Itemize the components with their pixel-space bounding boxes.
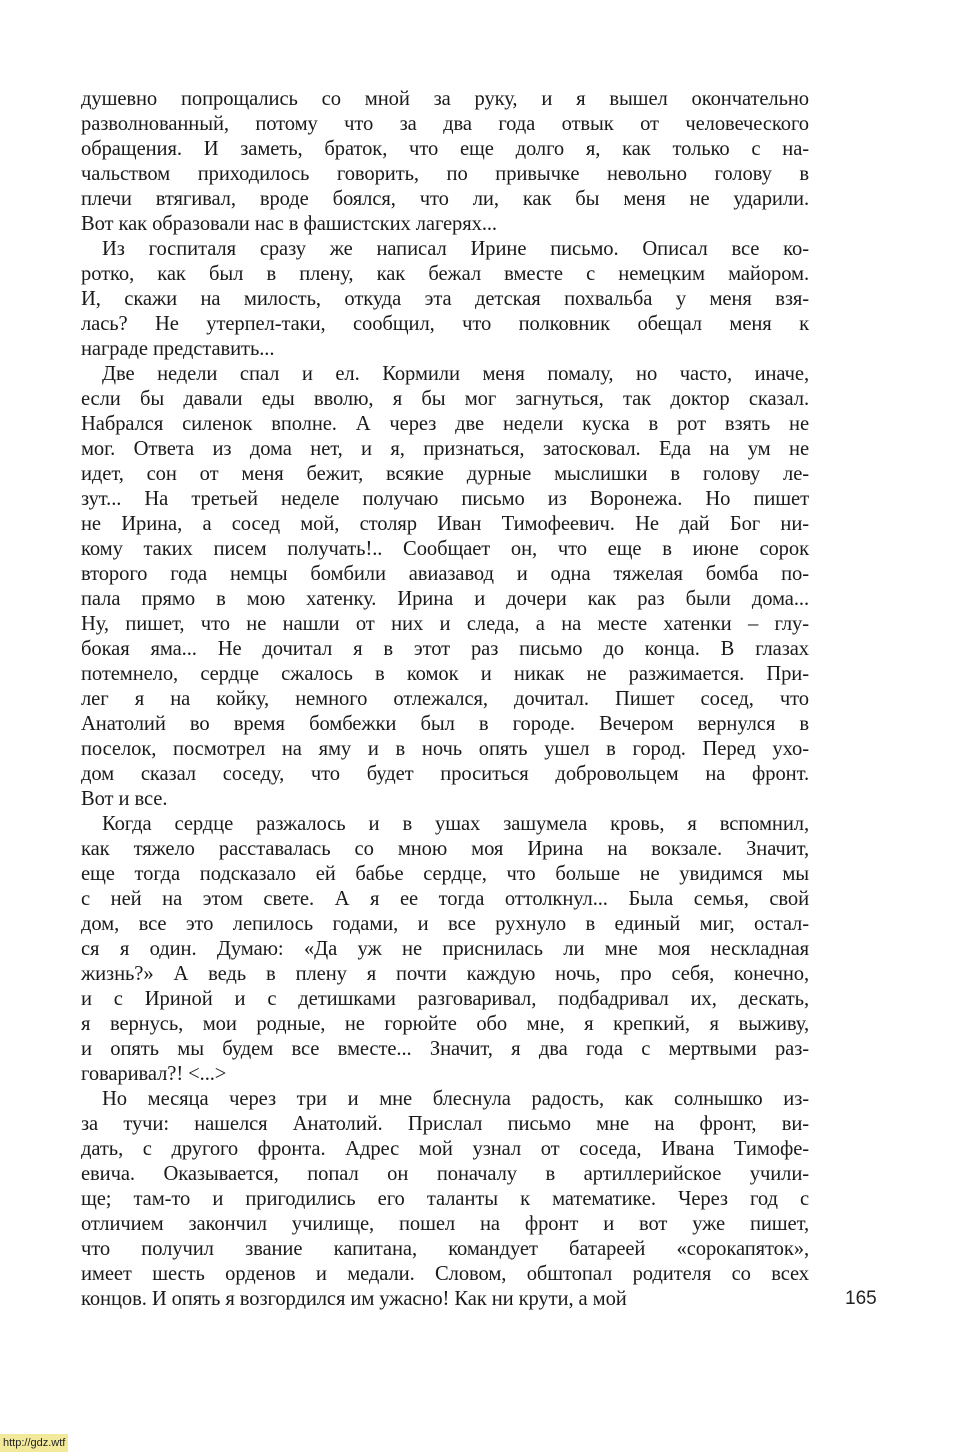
text-line: отличием закончил училище, пошел на фронт и вот уже пишет, <box>81 1213 809 1235</box>
text-line: мог. Ответа из дома нет, и я, признаться, затосковал. Еда на ум не <box>81 438 809 460</box>
text-line: лег я на койку, немного отлежался, дочитал. Пишет сосед, что <box>81 688 809 710</box>
text-line: что получил звание капитана, командует батареей «сорокапяток», <box>81 1238 809 1260</box>
text-line: Из госпиталя сразу же написал Ирине письмо. Описал все ко- <box>102 238 809 260</box>
page-number: 165 <box>845 1288 877 1309</box>
text-line: разволнованный, потому что за два года отвык от человеческого <box>81 113 809 135</box>
text-line: поселок, посмотрел на яму и в ночь опять ушел в город. Перед ухо- <box>81 738 809 760</box>
text-line: Ну, пишет, что не нашли от них и следа, а на месте хатенки – глу- <box>81 613 809 635</box>
text-line: если бы давали еды вволю, я бы мог загнуться, так доктор сказал. <box>81 388 809 410</box>
text-line: и с Ириной и с детишками разговаривал, подбадривал их, дескать, <box>81 988 809 1010</box>
paragraph <box>81 362 809 812</box>
watermark-link[interactable]: http://gdz.wtf <box>0 1434 68 1452</box>
text-line: пала прямо в мою хатенку. Ирина и дочери как раз были дома... <box>81 588 809 610</box>
text-line: жизнь?» А ведь в плену я почти каждую ночь, про себя, конечно, <box>81 963 809 985</box>
text-line: Две недели спал и ел. Кормили меня помалу, но часто, иначе, <box>102 363 809 385</box>
text-line: ротко, как был в плену, как бежал вместе с немецким майором. <box>81 263 809 285</box>
text-line: Но месяца через три и мне блеснула радость, как солнышко из- <box>102 1088 809 1110</box>
text-line: потемнело, сердце сжалось в комок и никак не разжимается. При- <box>81 663 809 685</box>
text-line: чальством приходилось говорить, по привычке невольно голову в <box>81 163 809 185</box>
text-line: не Ирина, а сосед мой, столяр Иван Тимофеевич. Не дай Бог ни- <box>81 513 809 535</box>
text-line: Вот и все. <box>81 788 168 810</box>
text-line: дом, все это лепилось годами, и все рухнуло в единый миг, остал- <box>81 913 809 935</box>
text-line: ся я один. Думаю: «Да уж не приснилась ли мне моя нескладная <box>81 938 809 960</box>
text-line: Вот как образовали нас в фашистских лагерях... <box>81 213 497 235</box>
text-line: зут... На третьей неделе получаю письмо из Воронежа. Но пишет <box>81 488 809 510</box>
text-line: Набрался силенок вполне. А через две недели куска в рот взять не <box>81 413 809 435</box>
text-line: кому таких писем получать!.. Сообщает он, что еще в июне сорок <box>81 538 809 560</box>
paragraph <box>81 1087 809 1312</box>
text-line: евича. Оказывается, попал он поначалу в артиллерийское учили- <box>81 1163 809 1185</box>
text-line: второго года немцы бомбили авиазавод и одна тяжелая бомба по- <box>81 563 809 585</box>
text-line: дом сказал соседу, что будет проситься добровольцем на фронт. <box>81 763 809 785</box>
text-line: Анатолий во время бомбежки был в городе. Вечером вернулся в <box>81 713 809 735</box>
text-line: бокая яма... Не дочитал я в этот раз письмо до конца. В глазах <box>81 638 809 660</box>
paragraph <box>81 87 809 237</box>
text-line: идет, сон от меня бежит, всякие дурные мыслишки в голову ле- <box>81 463 809 485</box>
text-line: за тучи: нашелся Анатолий. Прислал письмо мне на фронт, ви- <box>81 1113 809 1135</box>
text-line: и опять мы будем все вместе... Значит, я два года с мертвыми раз- <box>81 1038 809 1060</box>
text-line: плечи втягивал, вроде боялся, что ли, как бы меня не ударили. <box>81 188 809 210</box>
paragraph <box>81 812 809 1087</box>
text-line: говаривал?! <...> <box>81 1063 227 1085</box>
text-line: с ней на этом свете. А я ее тогда оттолкнул... Была семья, свой <box>81 888 809 910</box>
text-line: обращения. И заметь, браток, что еще долго я, как только с на- <box>81 138 809 160</box>
text-line: концов. И опять я возгордился им ужасно! Как ни крути, а мой <box>81 1288 627 1310</box>
text-line: имеет шесть орденов и медали. Словом, обштопал родителя со всех <box>81 1263 809 1285</box>
text-body <box>81 87 809 1312</box>
text-line: как тяжело расставалась со мною моя Ирина на вокзале. Значит, <box>81 838 809 860</box>
text-line: И, скажи на милость, откуда эта детская похвальба у меня взя- <box>81 288 809 310</box>
text-line: лась? Не утерпел-таки, сообщил, что полковник обещал меня к <box>81 313 809 335</box>
text-line: Когда сердце разжалось и в ушах зашумела кровь, я вспомнил, <box>102 813 809 835</box>
text-line: ще; там-то и пригодились его таланты к математике. Через год с <box>81 1188 809 1210</box>
text-line: я вернусь, мои родные, не горюйте обо мне, я крепкий, я выживу, <box>81 1013 809 1035</box>
text-line: душевно попрощались со мной за руку, и я вышел окончательно <box>81 88 809 110</box>
text-line: награде представить... <box>81 338 275 360</box>
text-line: дать, с другого фронта. Адрес мой узнал от соседа, Ивана Тимофе- <box>81 1138 809 1160</box>
paragraph <box>81 237 809 362</box>
text-line: еще тогда подсказало ей бабье сердце, что больше не увидимся мы <box>81 863 809 885</box>
